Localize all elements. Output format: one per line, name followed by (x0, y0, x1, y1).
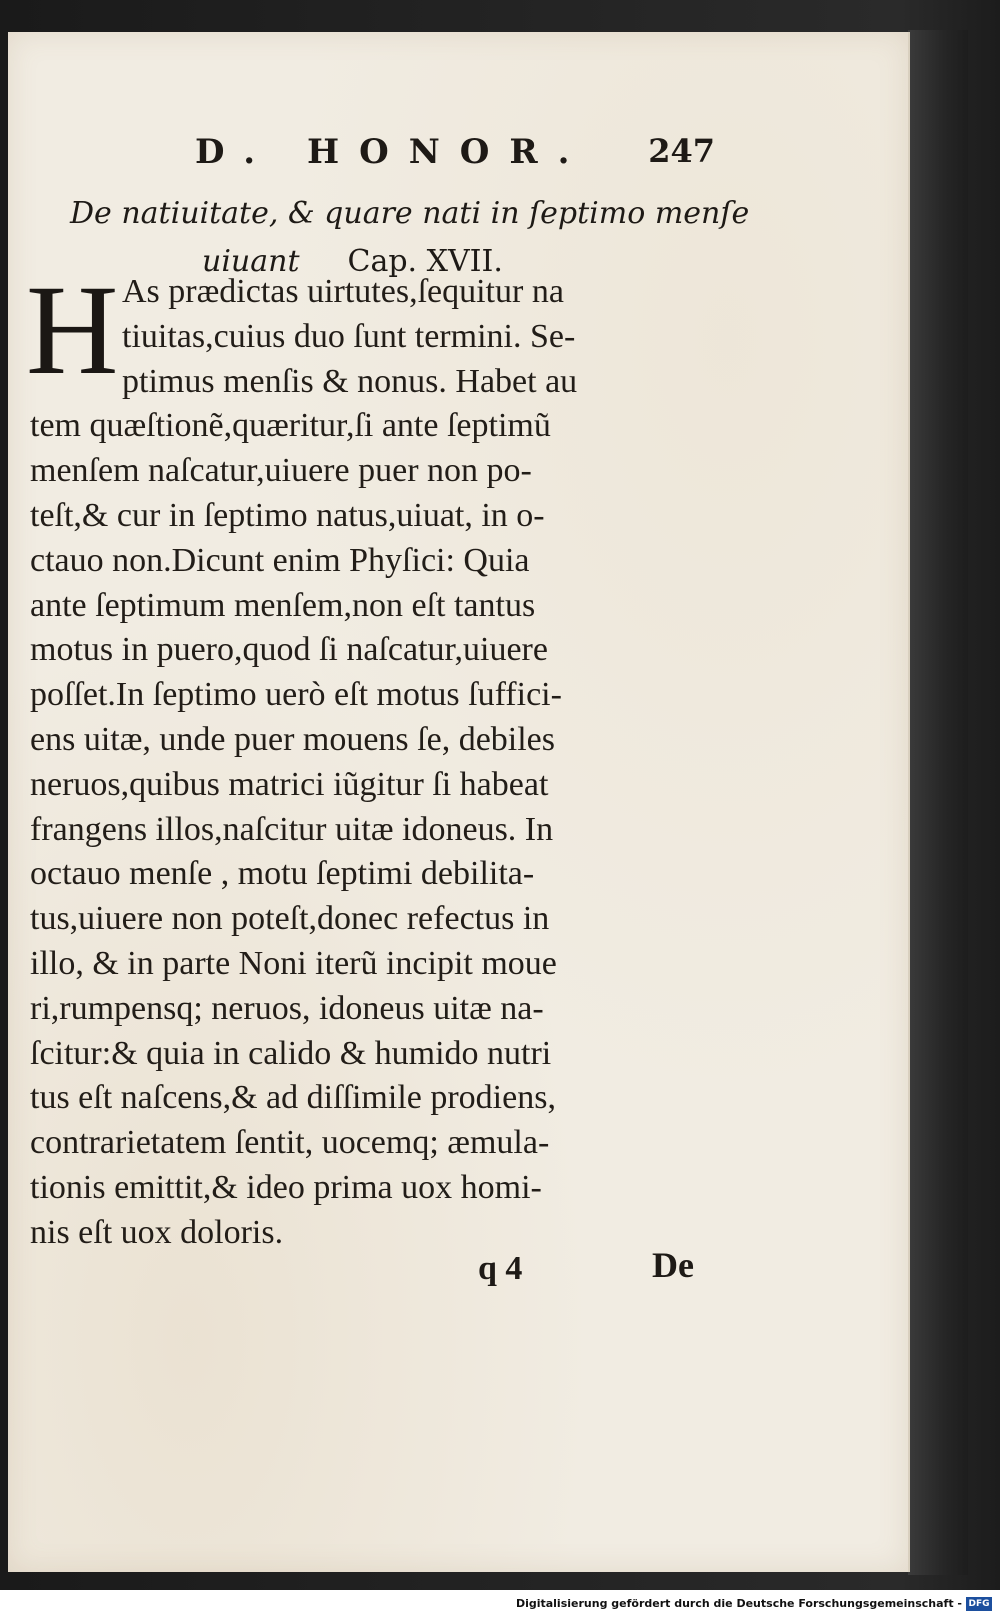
text-line: nis eſt uox doloris. (30, 1213, 284, 1251)
text-line: ri,rumpensq; neruos, idoneus uitæ na- (30, 989, 544, 1027)
chapter-number: Cap. XVII. (347, 244, 503, 279)
text-line: ſcitur:& quia in calido & humido nutri (30, 1034, 552, 1072)
catchword: De (652, 1245, 694, 1285)
text-line: frangens illos,naſcitur uitæ idoneus. In (30, 810, 554, 848)
text-line: motus in puero,quod ſi naſcatur,uiuere (30, 631, 548, 669)
text-line: poſſet.In ſeptimo uerò eſt motus ſuffici- (30, 676, 562, 714)
body-text (30, 270, 730, 1256)
chapter-heading-line-1: De natiuitate, & quare nati in ſeptimo menſe (70, 196, 750, 231)
text-line: ante ſeptimum menſem,non eſt tantus (30, 586, 536, 624)
text-line: As prædictas uirtutes,ſequitur na (122, 273, 564, 310)
text-line: illo, & in parte Noni iterũ incipit moue (30, 944, 557, 982)
text-line: contrarietatem ſentit, uocemq; æmula- (30, 1124, 550, 1162)
running-head (195, 132, 715, 178)
text-line: teſt,& cur in ſeptimo natus,uiuat, in o- (30, 496, 545, 534)
running-title: D. HONOR. (195, 132, 590, 172)
text-line: tionis emittit,& ideo prima uox homi- (30, 1168, 542, 1206)
page-number: 247 (648, 132, 715, 170)
text-line: ctauo non.Dicunt enim Phyſici: Quia (30, 541, 530, 579)
text-line: tus,uiuere non poteſt,donec refectus in (30, 900, 550, 938)
digitization-footer (0, 1590, 1000, 1620)
text-line: neruos,quibus matrici iũgitur ſi habeat (30, 765, 549, 803)
text-line: tus eſt naſcens,& ad diſſimile prodiens, (30, 1079, 556, 1117)
digitization-credit: Digitalisierung gefördert durch die Deutsche Forschungsgemeinschaft - (515, 1597, 962, 1610)
text-line: tiuitas,cuius duo ſunt termini. Se- (122, 317, 576, 355)
dfg-logo: DFG (966, 1597, 992, 1611)
text-line: tem quæſtionẽ,quæritur,ſi ante ſeptimũ (30, 407, 551, 445)
text-line: menſem naſcatur,uiuere puer non po- (30, 452, 532, 490)
text-line: ptimus menſis & nonus. Habet au (122, 362, 578, 400)
book-edge (908, 30, 968, 1575)
chapter-heading-word: uiuant (202, 244, 300, 279)
text-line: octauo menſe , motu ſeptimi debilita- (30, 855, 535, 893)
drop-cap: H (26, 259, 119, 401)
text-line: ens uitæ, unde puer mouens ſe, debiles (30, 720, 556, 758)
signature-mark: q 4 (478, 1250, 523, 1287)
